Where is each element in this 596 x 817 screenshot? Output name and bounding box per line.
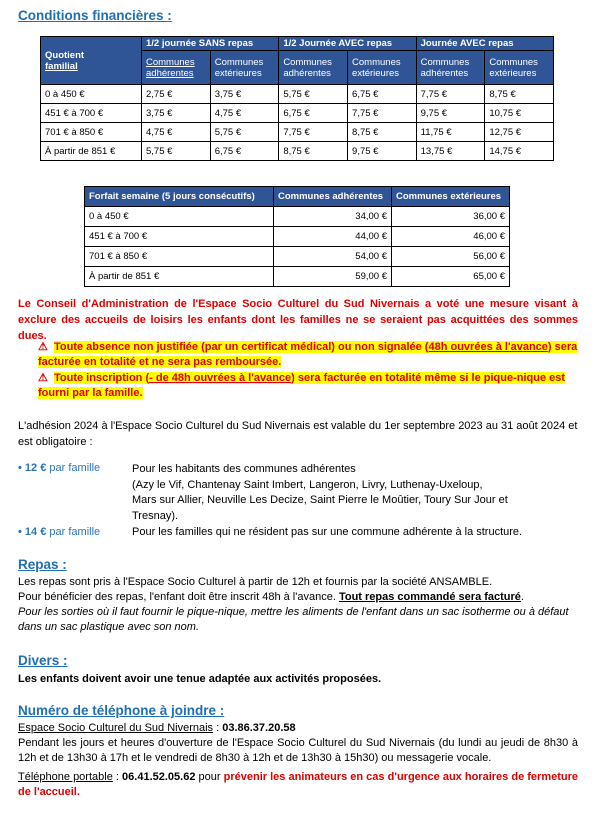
table-cell: 8,75 € [348, 123, 417, 142]
quotient-header-line2: familial [45, 60, 78, 72]
table-cell: 54,00 € [274, 247, 392, 267]
forfait-table [84, 186, 510, 287]
table-row [85, 227, 510, 247]
table-cell: 11,75 € [416, 123, 485, 142]
quotient-header [41, 37, 142, 85]
table-cell: 56,00 € [391, 247, 509, 267]
portable-label: Téléphone portable [18, 771, 113, 783]
table-cell: 12,75 € [485, 123, 554, 142]
heading-divers: Divers : [18, 653, 68, 668]
tarif-12-price: 12 € [24, 462, 47, 474]
table-row [41, 142, 554, 161]
table-row [85, 207, 510, 227]
table-cell: 701 € à 850 € [85, 247, 274, 267]
divers-text: Les enfants doivent avoir une tenue adaptée aux activités proposées. [18, 673, 382, 685]
group-header-3: Journée AVEC repas [416, 37, 553, 51]
tarifs-table [40, 36, 554, 161]
table-cell: 3,75 € [210, 85, 279, 104]
table-row [41, 85, 554, 104]
conseil-notice: Le Conseil d'Administration de l'Espace Socio Culturel du Sud Nivernais a voté une mesure visant à exclure des accueils de loisirs les enfants dont les familles ne se seraient pas acquittées des sommes dues. [18, 298, 578, 342]
sub-header-adh: Communes adhérentes [416, 51, 485, 85]
warning-icon: ⚠ [38, 372, 48, 384]
table-cell: 9,75 € [348, 142, 417, 161]
table-cell: 2,75 € [142, 85, 211, 104]
table-cell: À partir de 851 € [85, 267, 274, 287]
table-cell: 7,75 € [279, 123, 348, 142]
quotient-header-line1: Quotient [45, 49, 85, 61]
table-cell: 8,75 € [279, 142, 348, 161]
portable-phone: 06.41.52.05.62 [122, 771, 196, 783]
table-cell: 6,75 € [348, 85, 417, 104]
table-cell: 44,00 € [274, 227, 392, 247]
table-cell: 4,75 € [142, 123, 211, 142]
warning-absence: ⚠ Toute absence non justifiée (par un certificat médical) ou non signalée (48h ouvrées à l'avance) sera facturée en totalité et ne sera pas remboursée. [38, 341, 578, 368]
table-cell: 451 € à 700 € [85, 227, 274, 247]
group-header-2: 1/2 Journée AVEC repas [279, 37, 416, 51]
table-cell: 7,75 € [348, 104, 417, 123]
table-cell: 6,75 € [279, 104, 348, 123]
table-cell: À partir de 851 € [41, 142, 142, 161]
esc-phone: 03.86.37.20.58 [222, 722, 296, 734]
table-cell: 65,00 € [391, 267, 509, 287]
forfait-header: Forfait semaine (5 jours consécutifs) [85, 187, 274, 207]
table-cell: 701 € à 850 € [41, 123, 142, 142]
table-cell: 34,00 € [274, 207, 392, 227]
table-cell: 4,75 € [210, 104, 279, 123]
warning-icon: ⚠ [38, 341, 48, 353]
table-cell: 59,00 € [274, 267, 392, 287]
adhesion-text: L'adhésion 2024 à l'Espace Socio Culturel du Sud Nivernais est valable du 1er septembre 2023 au 31 août 2024 et est obligatoire : [18, 420, 578, 448]
table-cell: 0 à 450 € [85, 207, 274, 227]
table-cell: 10,75 € [485, 104, 554, 123]
table-cell: 46,00 € [391, 227, 509, 247]
forfait-header-ext: Communes extérieures [391, 187, 509, 207]
tarif-12: • 12 € par famille [18, 462, 101, 474]
table-cell: 451 € à 700 € [41, 104, 142, 123]
table-cell: 8,75 € [485, 85, 554, 104]
table-cell: 36,00 € [391, 207, 509, 227]
tarif-12-desc: Pour les habitants des communes adhérentes (Azy le Vif, Chantenay Saint Imbert, Langeron, Livry, Luthenay-Uxeloup, Mars sur Allier, Neuville Les Decize, Saint Pierre le Moûtier, Toury Sur Jour et Tresnay). [132, 463, 508, 522]
table-cell: 5,75 € [142, 142, 211, 161]
tarif-14-price: 14 € [24, 526, 47, 538]
sub-header-adh: Communes adhérentes [279, 51, 348, 85]
table-row [85, 247, 510, 267]
telephone-block: Espace Socio Culturel du Sud Nivernais : 03.86.37.20.58 Pendant les jours et heures d'ouverture de l'Espace Socio Culturel du Sud Nivernais (du lundi au jeudi de 8h30 à 12h et de 13h30 à 17h et le vendredi de 8h30 à 12h et de 13h30 à 15h30) ou messagerie vocale. Téléphone portable : 06.41.52.05.62 pour prévenir les animateurs en cas d'urgence aux horaires de fermeture de l'accueil. [18, 722, 579, 798]
tarif-14-desc: Pour les familles qui ne résident pas sur une commune adhérente à la structure. [132, 526, 523, 538]
table-cell: 9,75 € [416, 104, 485, 123]
forfait-header-adh: Communes adhérentes [274, 187, 392, 207]
sub-header-adh: Communes adhérentes [142, 51, 211, 85]
esc-label: Espace Socio Culturel du Sud Nivernais [18, 722, 214, 734]
sub-header-ext: Communes extérieures [348, 51, 417, 85]
table-row [85, 267, 510, 287]
tarif-14: • 14 € par famille [18, 526, 101, 538]
heading-telephone: Numéro de téléphone à joindre : [18, 703, 225, 718]
group-header-1: 1/2 journée SANS repas [142, 37, 279, 51]
warning-inscription: ⚠ Toute inscription (- de 48h ouvrées à l'avance) sera facturée en totalité même si le pique-nique est fourni par la famille. [38, 372, 566, 399]
table-cell: 13,75 € [416, 142, 485, 161]
table-cell: 6,75 € [210, 142, 279, 161]
table-cell: 7,75 € [416, 85, 485, 104]
table-cell: 14,75 € [485, 142, 554, 161]
repas-text: Les repas sont pris à l'Espace Socio Culturel à partir de 12h et fournis par la société ANSAMBLE. Pour bénéficier des repas, l'enfant doit être inscrit 48h à l'avance. Tout repas commandé sera facturé. Pour les sorties où il faut fournir le pique-nique, mettre les aliments de l'enfant dans un sac isotherme ou à défaut dans un sac plastique avec son nom. [18, 576, 569, 633]
table-row [41, 123, 554, 142]
heading-conditions: Conditions financières : [18, 8, 172, 23]
table-cell: 5,75 € [279, 85, 348, 104]
sub-header-ext: Communes extérieures [210, 51, 279, 85]
sub-header-ext: Communes extérieures [485, 51, 554, 85]
table-cell: 3,75 € [142, 104, 211, 123]
table-cell: 0 à 450 € [41, 85, 142, 104]
table-row [41, 104, 554, 123]
heading-repas: Repas : [18, 557, 67, 572]
table-cell: 5,75 € [210, 123, 279, 142]
